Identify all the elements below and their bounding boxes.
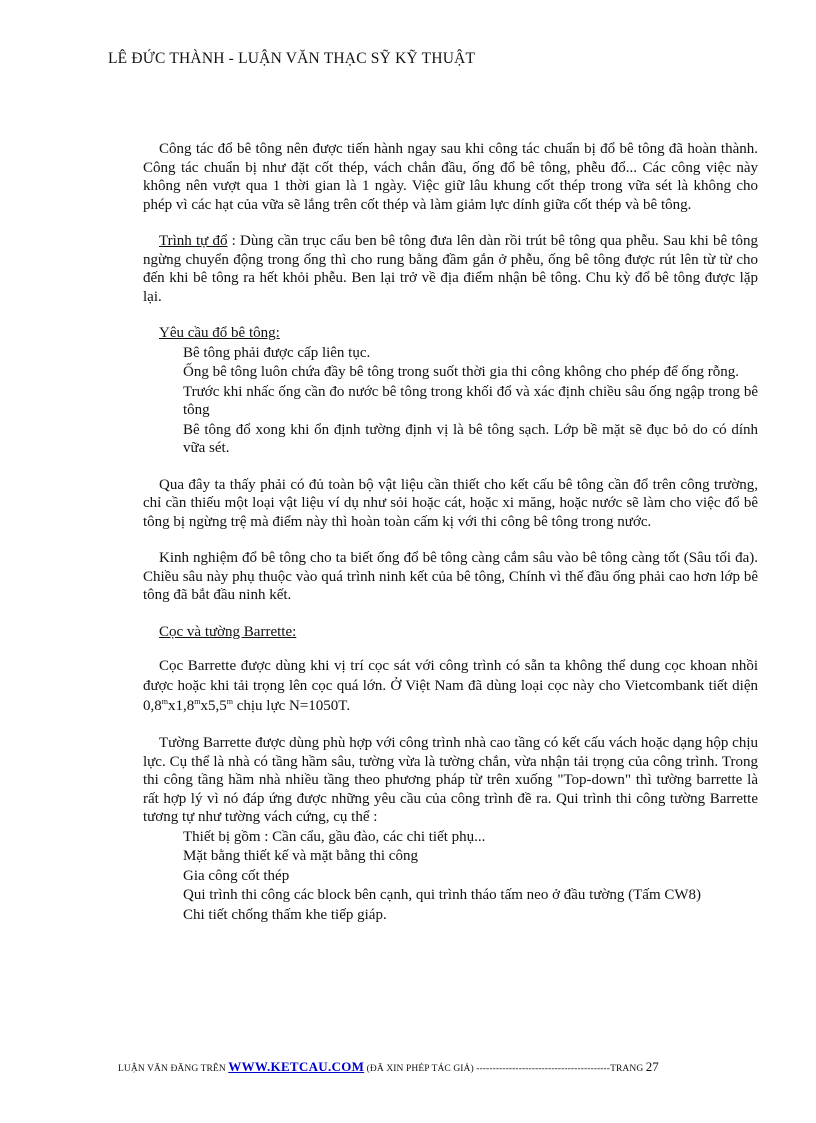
list-item: Bê tông phải được cấp liên tục. — [183, 344, 371, 361]
paragraph-barrette-pile — [143, 656, 758, 716]
footer-prefix: LUẬN VĂN ĐĂNG TRÊN — [118, 1064, 229, 1074]
heading-barrette: Cọc và tường Barrette: — [159, 623, 297, 640]
paragraph-concrete-pouring: Công tác đổ bê tông nên được tiến hành ngay sau khi công tác chuẩn bị đổ bê tông đã hoàn thành. Công tác chuẩn bị như đặt cốt thép, vách chắn đầu, ống đổ bê tông, phễu đổ... Các công việc này không nên vượt qua 1 thời gian là 1 ngày. Việc giữ lâu khung cốt thép trong vữa sét là không cho phép vì các hạt của vữa sẽ lắng trên cốt thép và làm giảm lực dính giữa cốt thép và bê tông. — [143, 141, 758, 213]
page-number: 27 — [645, 1059, 659, 1074]
list-item: Chi tiết chống thấm khe tiếp giáp. — [183, 906, 387, 923]
requirements-list — [183, 344, 758, 458]
barrette-pile-text: Cọc Barrette được dùng khi vị trí cọc sát với công trình có sẵn ta không thể dung cọc khoan nhồi được hoặc khi tải trọng lên cọc quá lớn. Ở Việt Nam đã dùng loại cọc này cho Vietcombank tiết diện 0,8 — [143, 658, 758, 714]
pouring-sequence-text: : Dùng cần trục cẩu ben bê tông đưa lên dàn rồi trút bê tông qua phễu. Sau khi bê tông ngừng chuyển động trong ống thì cho rung bằng đầm gắn ở phễu, ống bê tông được rút lên từ từ cho đến khi bê tông ra hết khỏi phễu. Ben lại trở về địa điểm nhận bê tông. Chu kỳ đổ bê tông được lặp lại. — [143, 233, 758, 305]
footer-page-label: TRANG — [610, 1064, 646, 1074]
unit-superscript: m — [226, 697, 233, 706]
heading-requirements: Yêu cầu đổ bê tông: — [159, 325, 280, 341]
barrette-dim-2: x1,8 — [167, 698, 195, 714]
pouring-sequence-label: Trình tự đổ — [159, 233, 228, 249]
list-item: Bê tông đổ xong khi ổn định tường định vị là bê tông sạch. Lớp bề mặt sẽ đục bỏ do có dính vữa sét. — [183, 421, 758, 456]
document-body — [143, 140, 758, 942]
footer-website-link[interactable]: WWW.KETCAU.COM — [228, 1059, 365, 1074]
barrette-dim-3: x5,5 — [200, 698, 227, 714]
paragraph-pouring-sequence — [143, 232, 758, 306]
list-item: Trước khi nhấc ống cần đo nước bê tông trong khối đổ và xác định chiều sâu ống ngập trong bê tông — [183, 383, 758, 418]
paragraph-materials: Qua đây ta thấy phải có đủ toàn bộ vật liệu cần thiết cho kết cấu bê tông cần đổ trên công trường, chỉ cần thiếu một loại vật liệu ví dụ như sỏi hoặc cát, hoặc xi măng, hoặc nước sẽ làm cho việc đổ bê tông bị ngừng trệ mà điểm này thì hoàn toàn cấm kị với thi công bê tông trong nước. — [143, 476, 758, 530]
unit-superscript: m — [161, 697, 168, 706]
list-item: Mặt bằng thiết kế và mặt bằng thi công — [183, 848, 418, 864]
list-item: Thiết bị gồm : Cần cẩu, gầu đào, các chi tiết phụ... — [183, 828, 486, 845]
paragraph-barrette-wall: Tường Barrette được dùng phù hợp với công trình nhà cao tầng có kết cấu vách hoặc dạng hộp chịu lực. Cụ thể là nhà có tầng hầm sâu, tường vừa là tường chắn, vừa nhận tải trọng của công trình. Trong thi công tầng hầm nhà nhiều tầng theo phương pháp từ trên xuống "Top-down" thì tường barrette là rất hợp lý vì nó đáp ứng được những yêu cầu của công trình đề ra. Qui trình thi công tường Barrette tương tự như tường vách cứng, cụ thể : — [143, 735, 758, 825]
paragraph-experience: Kinh nghiệm đổ bê tông cho ta biết ống đổ bê tông càng cắm sâu vào bê tông càng tốt (Sâu tối đa). Chiều sâu này phụ thuộc vào quá trình ninh kết của bê tông, Chính vì thế đầu ống phải cao hơn lớp bê tông đã bắt đầu ninh kết. — [143, 550, 758, 603]
list-item: Gia công cốt thép — [183, 867, 290, 884]
list-item: Ống bê tông luôn chứa đầy bê tông trong suốt thời gia thi công không cho phép để ống rỗng. — [183, 364, 739, 380]
footer-permission-note: (ĐÃ XIN PHÉP TÁC GIẢ) ----------------------------------------- — [364, 1064, 611, 1074]
construction-steps-list — [183, 828, 758, 925]
page-header: LÊ ĐỨC THÀNH - LUẬN VĂN THẠC SỸ KỸ THUẬT — [108, 50, 476, 67]
list-item: Qui trình thi công các block bên cạnh, qui trình tháo tấm neo ở đầu tường (Tấm CW8) — [183, 887, 702, 903]
barrette-load: chịu lực N=1050T. — [232, 698, 351, 714]
page-footer — [118, 1059, 659, 1075]
unit-superscript: m — [194, 697, 201, 706]
